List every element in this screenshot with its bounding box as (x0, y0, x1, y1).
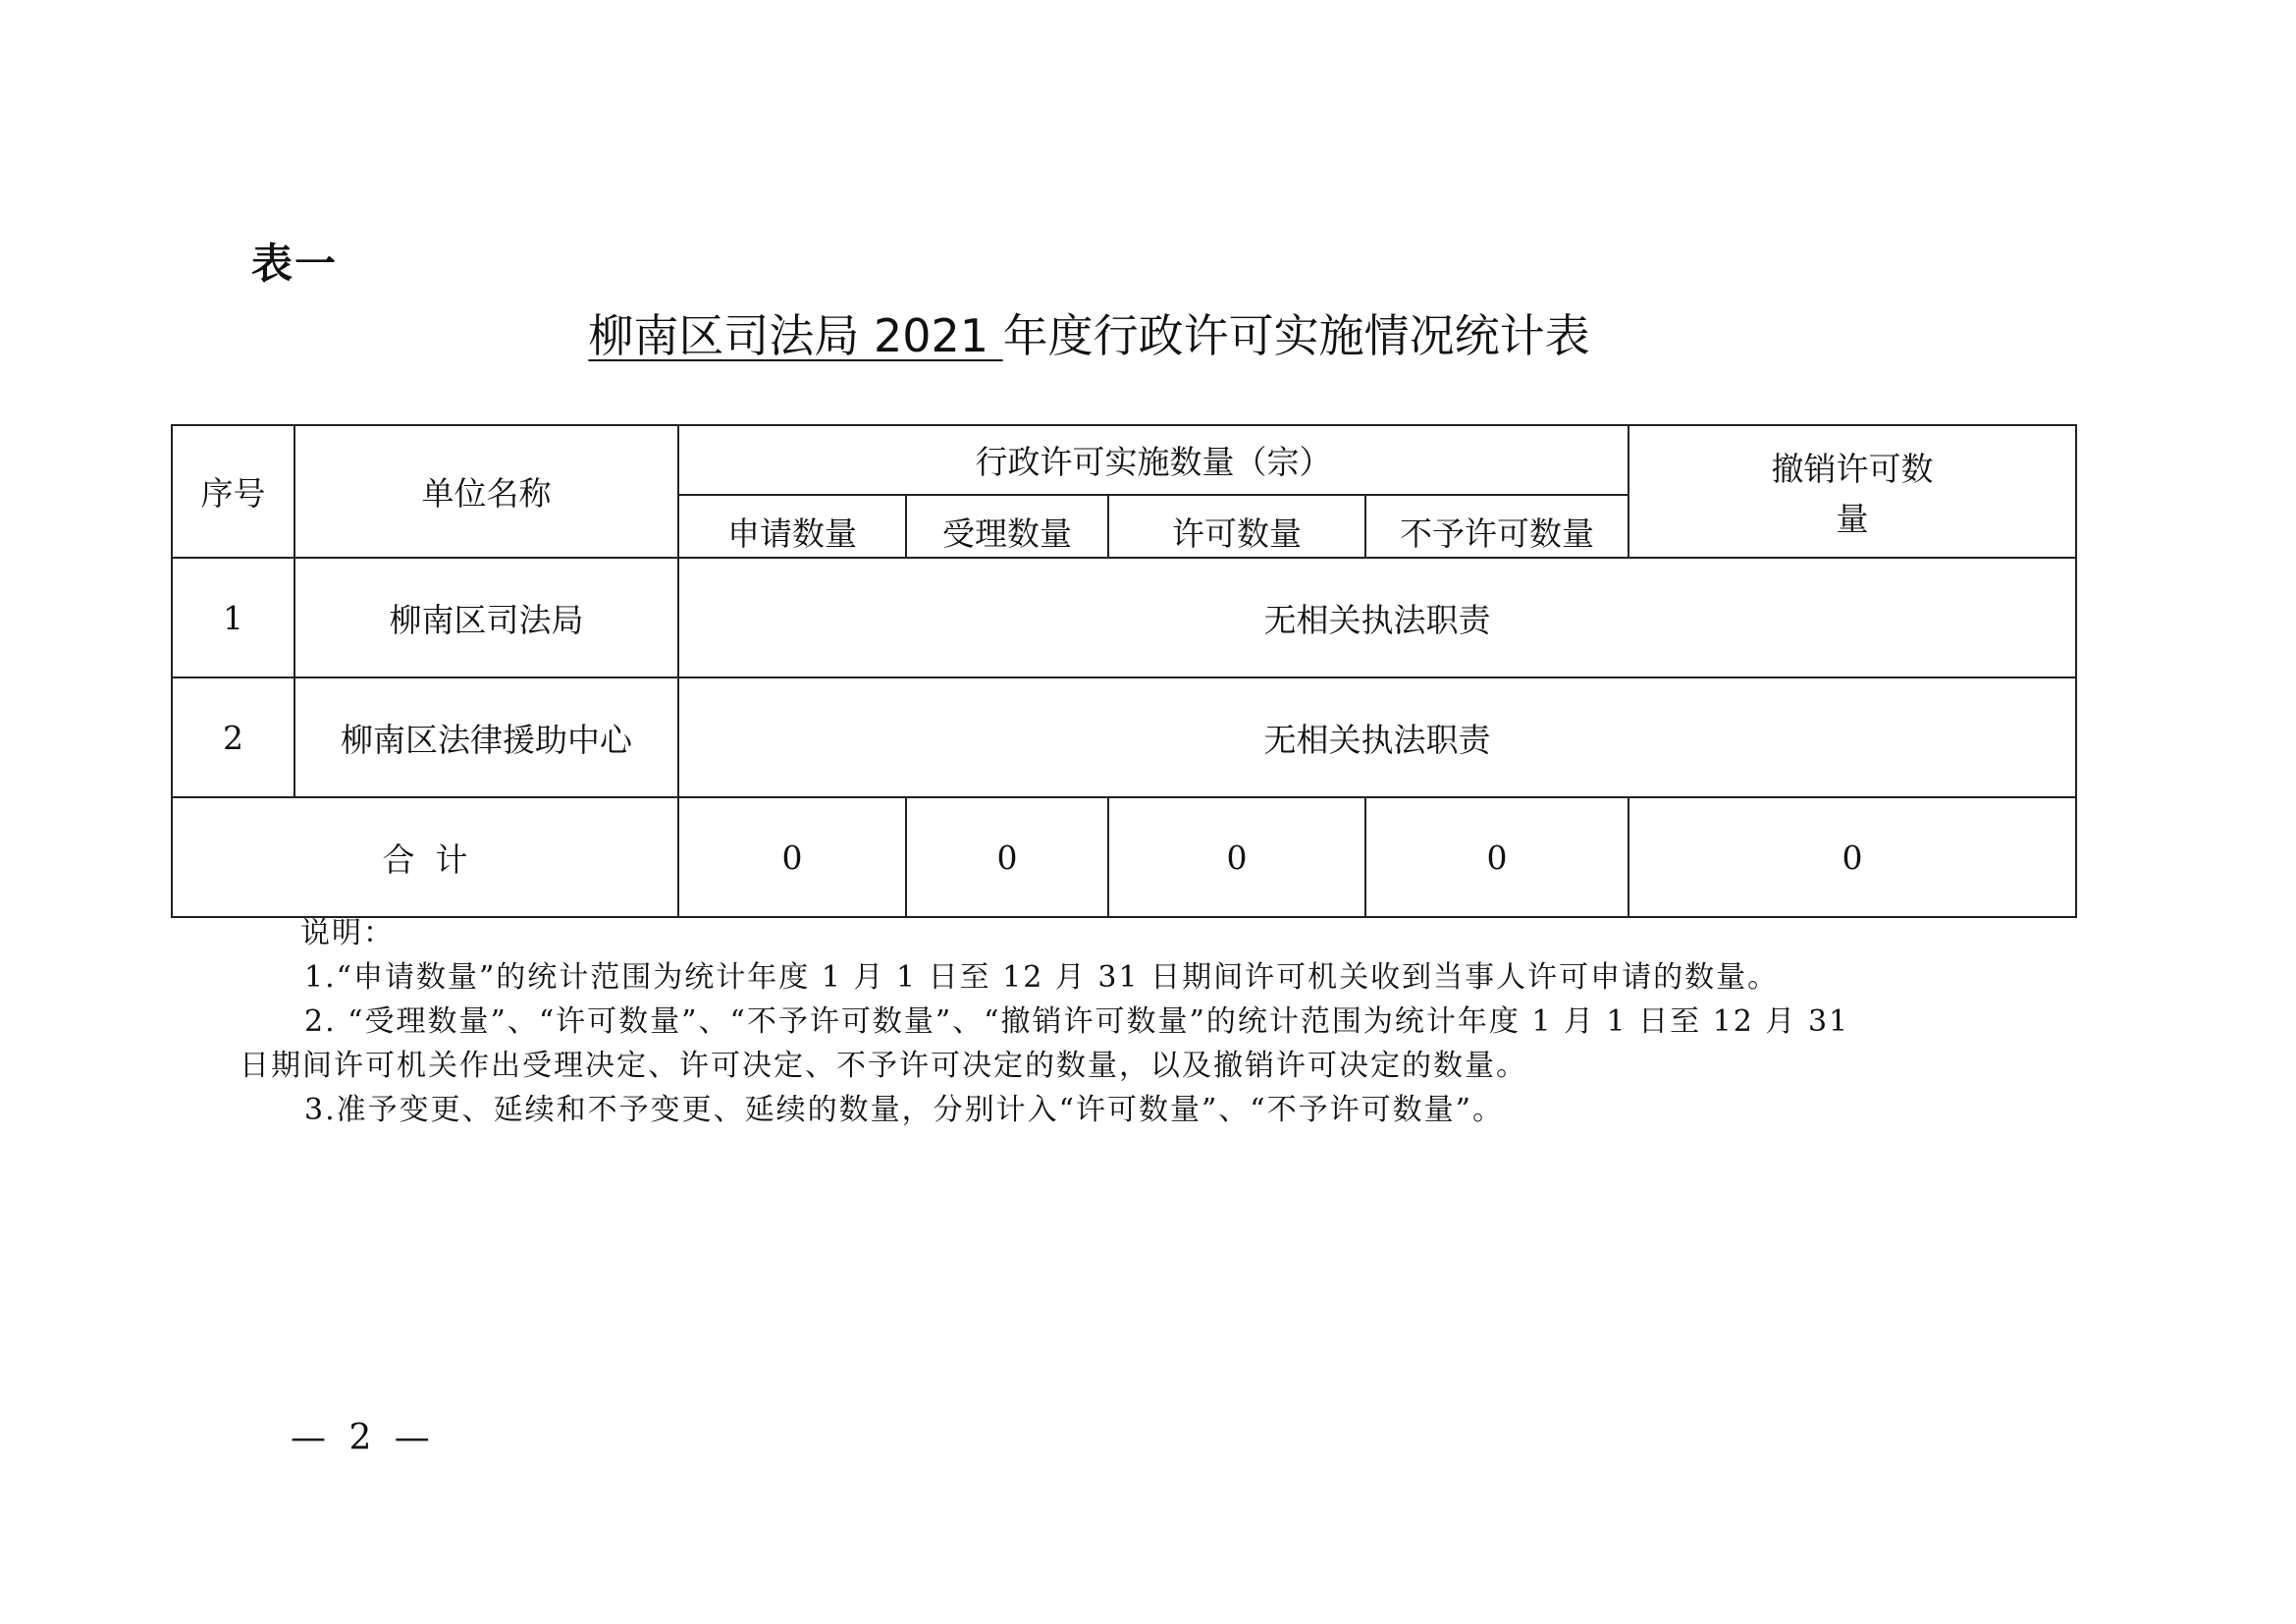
row-index: 2 (172, 677, 294, 797)
row-note: 无相关执法职责 (678, 677, 2076, 797)
table-row (172, 558, 2076, 677)
page-number: — 2 — (291, 1418, 436, 1458)
header-revoke-line2: 量 (1836, 499, 1869, 538)
title-rest: 年度行政许可实施情况统计表 (1002, 309, 1590, 362)
note-item-2-line-1: 2. “受理数量”、“许可数量”、“不予许可数量”、“撤销许可数量”的统计范围为统计年度 1 月 1 日至 12 月 31 (304, 1004, 1850, 1039)
header-deny-count: 不予许可数量 (1365, 495, 1629, 558)
total-apply: 0 (678, 797, 906, 917)
header-permit-group: 行政许可实施数量（宗） (678, 425, 1629, 495)
row-unit-name: 柳南区法律援助中心 (294, 677, 678, 797)
total-revoke: 0 (1629, 797, 2076, 917)
header-row-1 (172, 425, 2076, 495)
header-revoke-line1: 撤销许可数 (1771, 449, 1934, 488)
header-index: 序号 (172, 425, 294, 558)
note-item-3: 3.准予变更、延续和不予变更、延续的数量，分别计入“许可数量”、“不予许可数量”。 (304, 1093, 1504, 1127)
header-accept-count: 受理数量 (906, 495, 1108, 558)
header-revoke (1629, 425, 2076, 558)
total-deny: 0 (1365, 797, 1629, 917)
row-index: 1 (172, 558, 294, 677)
total-permit: 0 (1108, 797, 1365, 917)
document-title (0, 300, 2237, 365)
header-apply-count: 申请数量 (678, 495, 906, 558)
note-item-2-line-2: 日期间许可机关作出受理决定、许可决定、不予许可决定的数量，以及撤销许可决定的数量。 (240, 1049, 1527, 1083)
notes-heading: 说明： (300, 916, 395, 950)
note-item-1: 1.“申请数量”的统计范围为统计年度 1 月 1 日至 12 月 31 日期间许可机关收到当事人许可申请的数量。 (304, 960, 1780, 995)
row-note: 无相关执法职责 (678, 558, 2076, 677)
total-accept: 0 (906, 797, 1108, 917)
notes-section (240, 911, 2036, 1132)
table-row (172, 677, 2076, 797)
total-label: 合 计 (172, 797, 678, 917)
title-underlined-part: 柳南区司法局 2021 (588, 309, 1003, 362)
header-permit-count: 许可数量 (1108, 495, 1365, 558)
header-unit-name: 单位名称 (294, 425, 678, 558)
statistics-table (171, 424, 2077, 918)
row-unit-name: 柳南区司法局 (294, 558, 678, 677)
total-row (172, 797, 2076, 917)
table-label: 表一 (251, 240, 339, 288)
